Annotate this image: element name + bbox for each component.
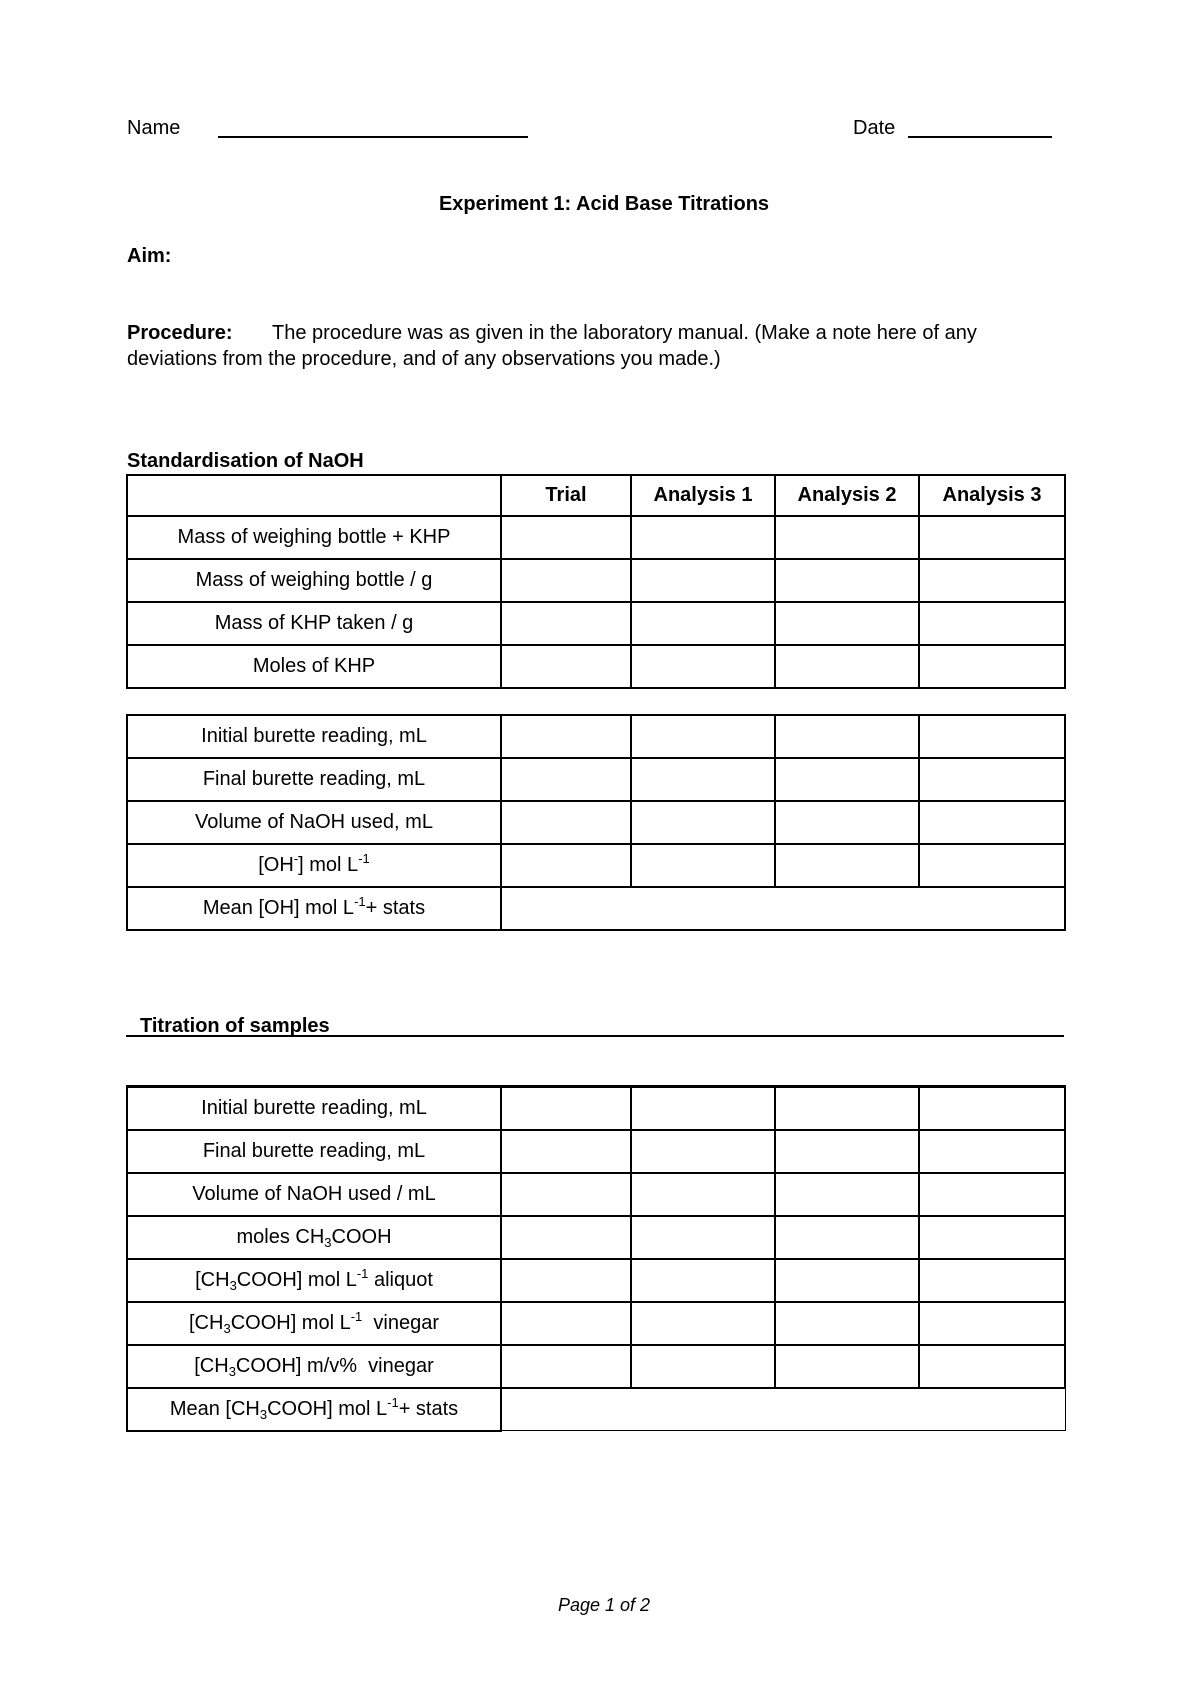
standardisation-mass-table (126, 474, 1066, 689)
entry-cell[interactable] (501, 602, 631, 645)
table-row (127, 1302, 1065, 1345)
table-row (127, 844, 1065, 887)
entry-cell[interactable] (775, 1216, 919, 1259)
entry-cell[interactable] (631, 715, 775, 758)
row-label: Final burette reading, mL (127, 1130, 501, 1173)
entry-cell[interactable] (501, 715, 631, 758)
entry-cell[interactable] (919, 645, 1065, 688)
entry-cell[interactable] (919, 1216, 1065, 1259)
entry-cell[interactable] (631, 1345, 775, 1388)
row-label-moles-acetic: moles $CH_3COOH$ (127, 1216, 501, 1259)
row-label-mean-oh: Mean [OH] mol $L^{-1}+$ stats (127, 887, 501, 930)
entry-cell[interactable] (919, 1173, 1065, 1216)
entry-cell[interactable] (919, 516, 1065, 559)
entry-cell[interactable] (775, 1302, 919, 1345)
entry-cell[interactable] (631, 645, 775, 688)
entry-cell[interactable] (501, 1302, 631, 1345)
table-row (127, 758, 1065, 801)
table-row (127, 1345, 1065, 1388)
entry-cell[interactable] (631, 516, 775, 559)
column-header-analysis-3: Analysis 3 (919, 475, 1065, 516)
entry-cell[interactable] (775, 715, 919, 758)
entry-cell[interactable] (631, 1302, 775, 1345)
column-header-trial: Trial (501, 475, 631, 516)
table-row (127, 645, 1065, 688)
entry-cell[interactable] (501, 1173, 631, 1216)
entry-cell[interactable] (775, 645, 919, 688)
row-label: Mass of weighing bottle + KHP (127, 516, 501, 559)
entry-cell[interactable] (631, 1216, 775, 1259)
standardisation-burette-table (126, 714, 1066, 931)
samples-table (126, 1085, 1066, 1432)
entry-cell[interactable] (631, 1130, 775, 1173)
entry-cell[interactable] (919, 602, 1065, 645)
row-label: Mass of KHP taken / g (127, 602, 501, 645)
entry-cell[interactable] (775, 516, 919, 559)
table-row (127, 1216, 1065, 1259)
entry-cell[interactable] (919, 801, 1065, 844)
entry-cell[interactable] (775, 1345, 919, 1388)
entry-cell[interactable] (631, 1087, 775, 1130)
entry-cell[interactable] (919, 1302, 1065, 1345)
entry-cell[interactable] (775, 1259, 919, 1302)
column-header-analysis-2: Analysis 2 (775, 475, 919, 516)
entry-cell[interactable] (631, 559, 775, 602)
page-number: Page 1 of 2 (557, 1595, 651, 1615)
page-title: Experiment 1: Acid Base Titrations (438, 193, 770, 215)
column-header-analysis-1: Analysis 1 (631, 475, 775, 516)
row-label: Initial burette reading, mL (127, 1087, 501, 1130)
entry-cell[interactable] (775, 758, 919, 801)
table-row (127, 801, 1065, 844)
table-row (127, 516, 1065, 559)
entry-cell[interactable] (631, 758, 775, 801)
mean-entry-cell[interactable] (501, 887, 1065, 930)
entry-cell[interactable] (775, 1173, 919, 1216)
entry-cell[interactable] (501, 516, 631, 559)
entry-cell[interactable] (775, 844, 919, 887)
entry-cell[interactable] (501, 559, 631, 602)
procedure-text-line-1: The procedure was as given in the laboratory manual. (Make a note here of any (272, 322, 977, 344)
entry-cell[interactable] (631, 602, 775, 645)
procedure-label: Procedure: (127, 322, 233, 344)
row-label: Volume of NaOH used, mL (127, 801, 501, 844)
entry-cell[interactable] (775, 559, 919, 602)
entry-cell[interactable] (919, 1345, 1065, 1388)
table-row (127, 1130, 1065, 1173)
row-label: Final burette reading, mL (127, 758, 501, 801)
row-label: Moles of KHP (127, 645, 501, 688)
name-label: Name (127, 117, 181, 139)
row-label-aliquot-concentration: $[CH_3COOH]$ mol $L^{-1}$ aliquot (127, 1259, 501, 1302)
mean-entry-cell[interactable] (501, 1388, 1065, 1431)
entry-cell[interactable] (919, 844, 1065, 887)
row-label-vinegar-concentration: $[CH_3COOH]$ mol $L^{-1}$ vinegar (127, 1302, 501, 1345)
entry-cell[interactable] (501, 801, 631, 844)
entry-cell[interactable] (631, 844, 775, 887)
name-field-line[interactable] (218, 136, 528, 138)
row-label: Volume of NaOH used / mL (127, 1173, 501, 1216)
entry-cell[interactable] (919, 1259, 1065, 1302)
date-label: Date (853, 117, 896, 139)
entry-cell[interactable] (919, 758, 1065, 801)
table-row (127, 1388, 1065, 1431)
entry-cell[interactable] (631, 1259, 775, 1302)
entry-cell[interactable] (501, 1087, 631, 1130)
entry-cell[interactable] (775, 602, 919, 645)
row-label-oh-concentration: [OH-] mol $L^{-1}$ (127, 844, 501, 887)
table-row (127, 1173, 1065, 1216)
row-label: Mass of weighing bottle / g (127, 559, 501, 602)
row-label: Initial burette reading, mL (127, 715, 501, 758)
entry-cell[interactable] (919, 1130, 1065, 1173)
entry-cell[interactable] (919, 1087, 1065, 1130)
table-row (127, 1087, 1065, 1130)
table-row (127, 602, 1065, 645)
row-label-vinegar-mv: $[CH_3COOH]$ m/v% vinegar (127, 1345, 501, 1388)
entry-cell[interactable] (775, 1130, 919, 1173)
entry-cell[interactable] (775, 1087, 919, 1130)
table-row (127, 1259, 1065, 1302)
header-blank-cell (127, 475, 501, 516)
date-field-line[interactable] (908, 136, 1052, 138)
table-row (127, 887, 1065, 930)
table-row (127, 559, 1065, 602)
entry-cell[interactable] (919, 715, 1065, 758)
entry-cell[interactable] (631, 1173, 775, 1216)
entry-cell[interactable] (775, 801, 919, 844)
entry-cell[interactable] (501, 1259, 631, 1302)
aim-label: Aim: (127, 245, 172, 267)
procedure-text-line-2: deviations from the procedure, and of any observations you made.) (127, 348, 721, 370)
samples-heading-underline (126, 1035, 1064, 1037)
entry-cell[interactable] (631, 801, 775, 844)
row-label-mean-acetic: Mean $[CH_3COOH]$ mol $L^{-1}+$ stats (127, 1388, 501, 1431)
entry-cell[interactable] (919, 559, 1065, 602)
standardisation-heading: Standardisation of NaOH (127, 450, 364, 472)
entry-cell[interactable] (501, 844, 631, 887)
entry-cell[interactable] (501, 1216, 631, 1259)
entry-cell[interactable] (501, 758, 631, 801)
entry-cell[interactable] (501, 1130, 631, 1173)
samples-heading: Titration of samples (140, 1015, 330, 1037)
table-row (127, 715, 1065, 758)
entry-cell[interactable] (501, 1345, 631, 1388)
entry-cell[interactable] (501, 645, 631, 688)
